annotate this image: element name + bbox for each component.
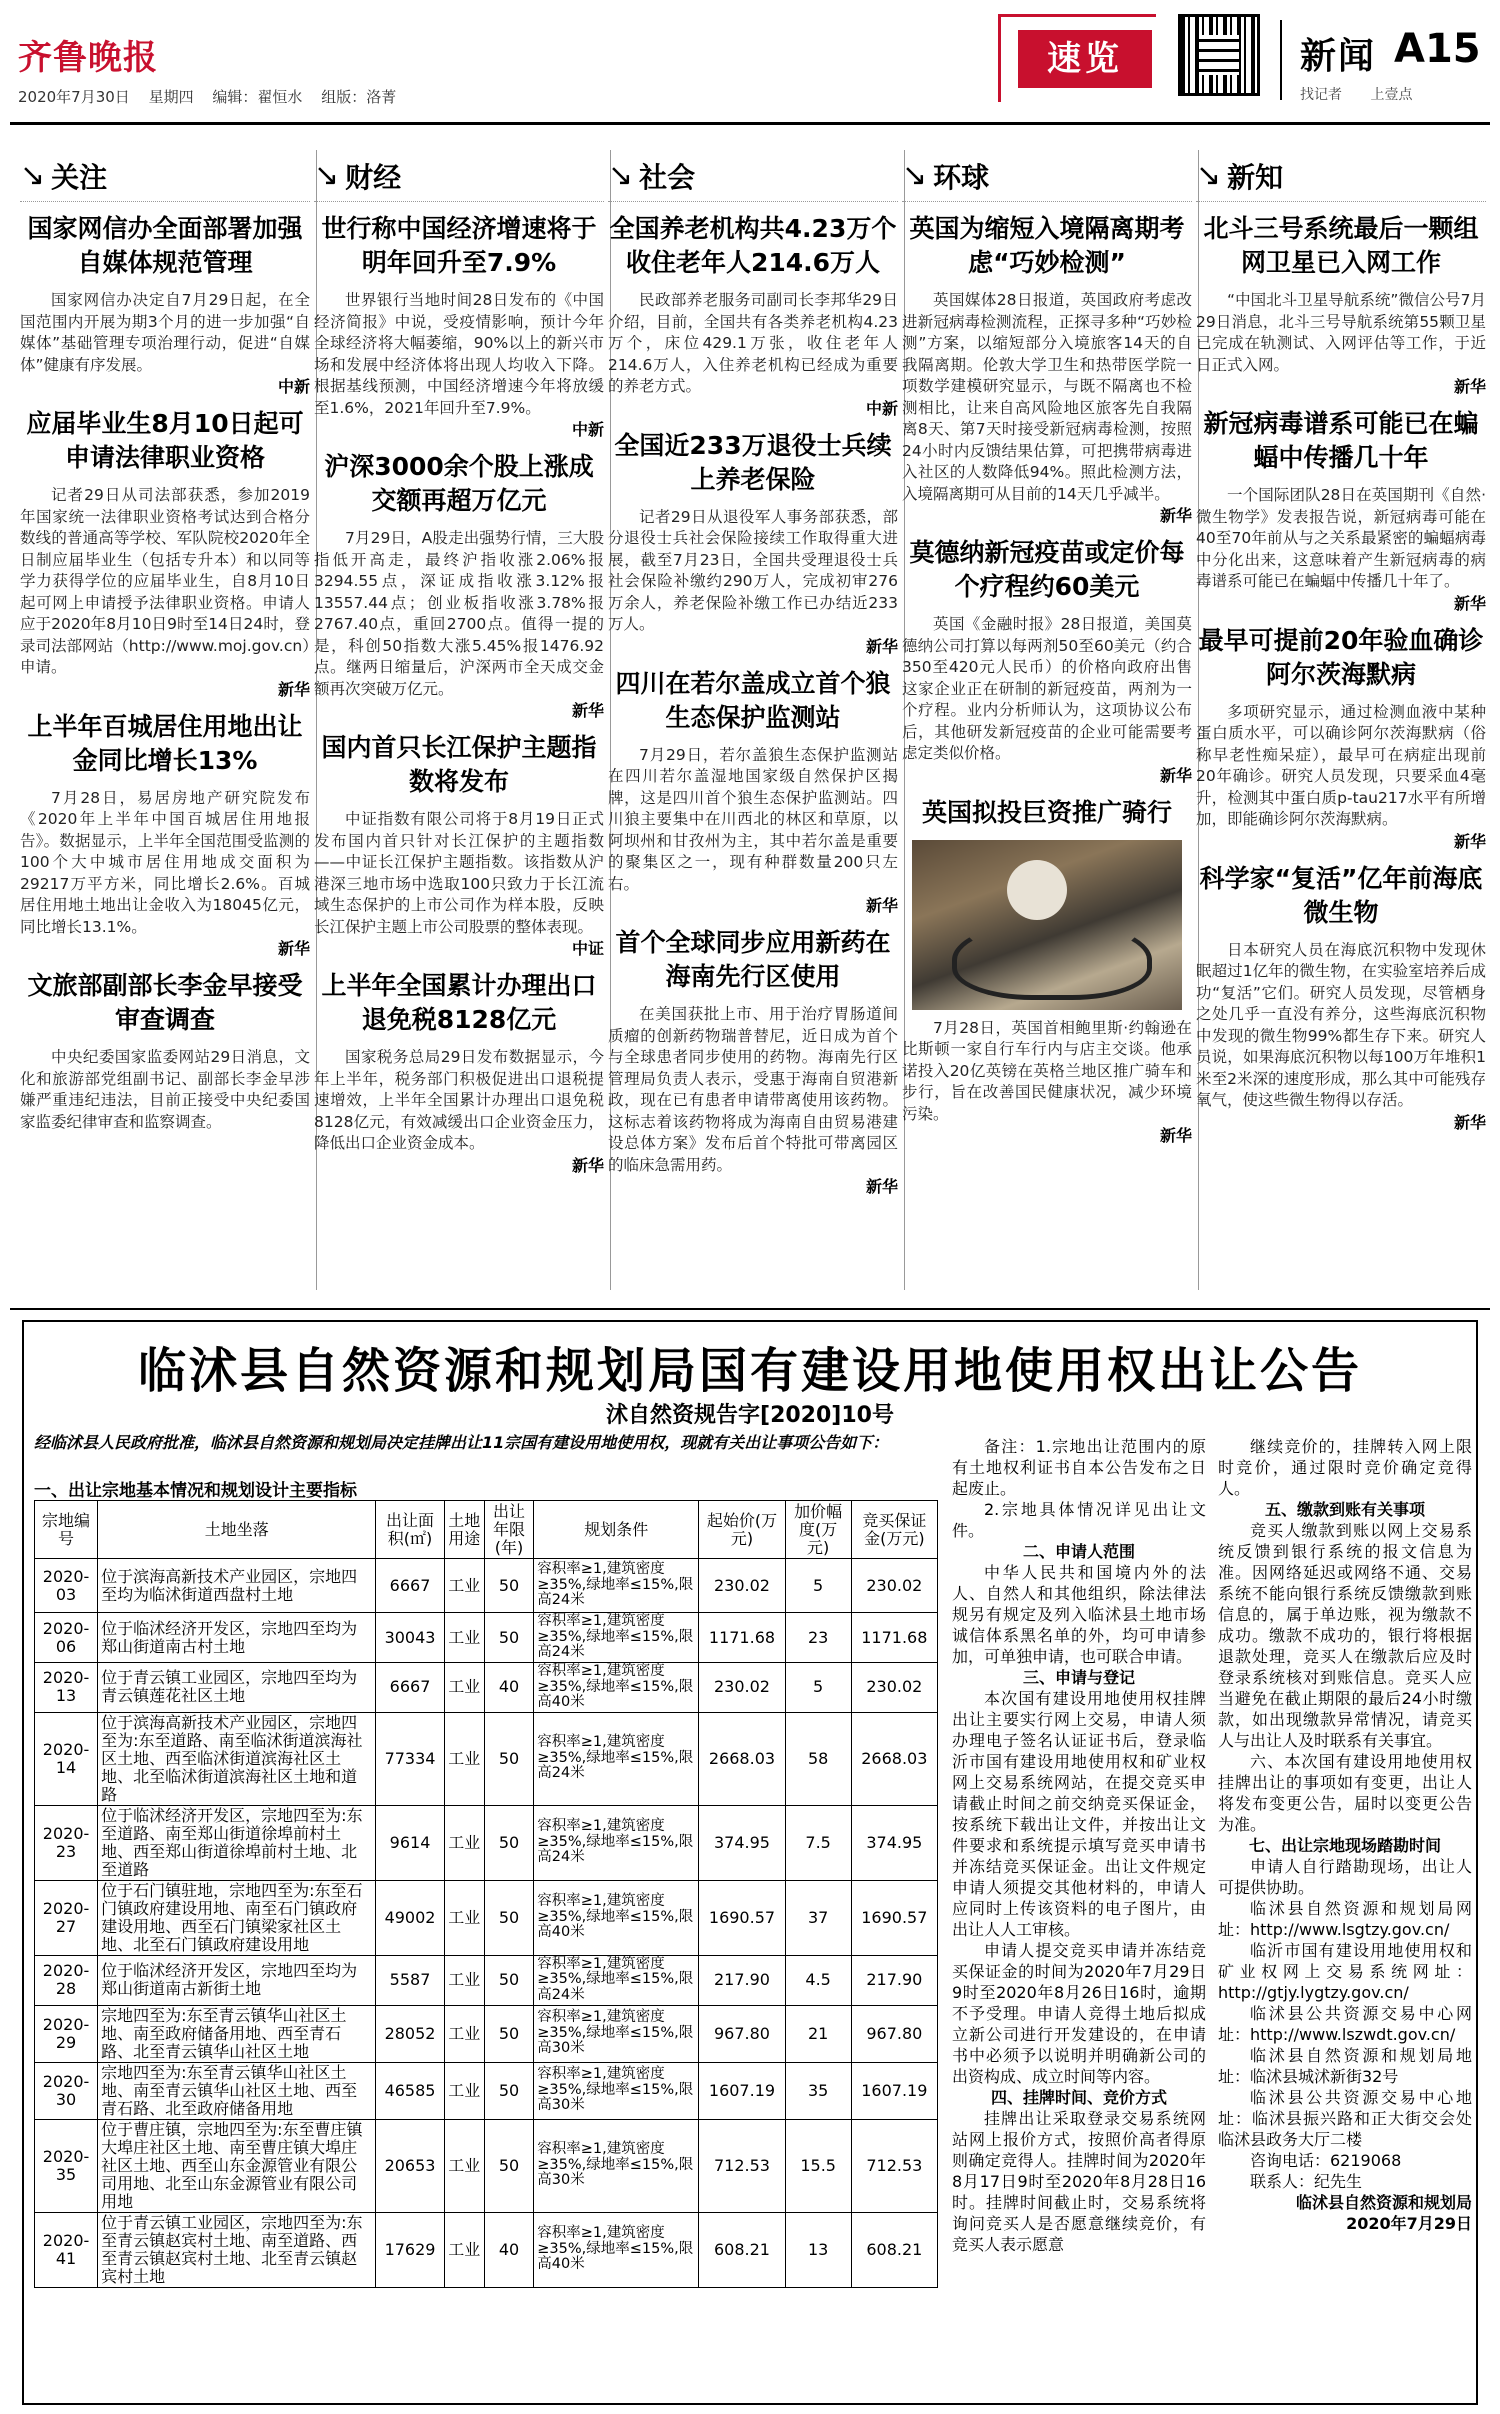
column-heading [314,150,604,202]
table-cell: 77334 [376,1712,444,1805]
table-cell: 230.02 [699,1559,785,1613]
table-header-cell: 起始价(万元) [699,1501,785,1559]
newspaper-logo: 齐鲁晚报 [18,38,158,78]
table-cell: 容积率≥1,建筑密度≥35%,绿地率≤15%,限高40米 [534,2212,699,2287]
table-header-row [35,1501,938,1559]
notice-intro: 经临沭县人民政府批准，临沭县自然资源和规划局决定挂牌出让11宗国有建设用地使用权，现就有关出让事项公告如下： [34,1433,889,1452]
table-cell: 容积率≥1,建筑密度≥35%,绿地率≤15%,限高30米 [534,2005,699,2062]
table-header-cell: 土地坐落 [98,1501,376,1559]
notice-title: 临沭县自然资源和规划局国有建设用地使用权出让公告 [137,1343,1362,1399]
column-title: 关注 [51,160,108,194]
section-credit [1300,84,1436,104]
table-cell: 58 [785,1712,851,1805]
table-cell: 5587 [376,1955,444,2005]
table-cell: 37 [785,1880,851,1955]
column-0 [20,150,310,1290]
table-cell: 2020-41 [35,2212,98,2287]
article-headline: 上半年全国累计办理出口退免税8128亿元 [321,971,597,1034]
table-cell: 位于青云镇工业园区，宗地四至为:东至青云镇赵宾村土地、南至道路、西至青云镇赵宾村土地、北至青云镇赵宾村土地 [98,2212,376,2287]
article-headline: 科学家“复活”亿年前海底微生物 [1199,863,1483,927]
table-cell: 容积率≥1,建筑密度≥35%,绿地率≤15%,限高40米 [534,1663,699,1713]
table-cell: 容积率≥1,建筑密度≥35%,绿地率≤15%,限高24米 [534,1712,699,1805]
table-cell: 9614 [376,1805,444,1880]
table-cell: 46585 [376,2062,444,2119]
table-cell: 宗地四至为:东至青云镇华山社区土地、南至青云镇华山社区土地、西至青石路、北至政府储备用地 [98,2062,376,2119]
table-cell: 50 [484,1880,534,1955]
column-heading [20,150,310,202]
article-headline: 全国养老机构共4.23万个收住老年人214.6万人 [609,214,897,277]
table-row [35,2005,938,2062]
table-cell: 50 [484,1712,534,1805]
arrow-icon: ↘ [608,158,634,193]
table-cell: 50 [484,1805,534,1880]
article-body: 中央纪委国家监委网站29日消息，文化和旅游部党组副书记、副部长李金早涉嫌严重违纪违法，目前正接受中央纪委国家监委纪律审查和监察调查。 [20,1048,310,1131]
table-cell: 28052 [376,2005,444,2062]
article-source: 新华 [1453,593,1486,613]
editor-credit: 编辑：翟恒水 [212,88,303,106]
article-source: 新华 [1159,506,1192,525]
article-headline: 莫德纳新冠疫苗或定价每个疗程约60美元 [909,538,1185,601]
table-cell: 2668.03 [851,1712,937,1805]
article-headline: 首个全球同步应用新药在海南先行区使用 [615,928,891,991]
app-label: 上壹点 [1370,87,1413,103]
article-source: 新华 [571,701,604,720]
column-4 [1196,150,1486,1290]
notice-signature: 2020年7月29日 [1346,2214,1472,2233]
table-cell: 2020-27 [35,1880,98,1955]
table-cell: 15.5 [785,2119,851,2212]
table-cell: 容积率≥1,建筑密度≥35%,绿地率≤15%,限高30米 [534,2062,699,2119]
middle-rule [10,1308,1490,1310]
table-cell: 50 [484,2005,534,2062]
table-cell: 23 [785,1613,851,1663]
masthead-info [18,86,410,107]
table-cell: 工业 [444,1712,484,1805]
table-cell: 1171.68 [699,1613,785,1663]
article-body: 国家网信办决定自7月29日起，在全国范围内开展为期3个月的进一步加强“自媒体”基础管理专项治理行动，促进“自媒体”健康有序发展。 [20,291,310,374]
article-headline: 最早可提前20年验血确诊阿尔茨海默病 [1198,625,1484,689]
table-cell: 位于滨海高新技术产业园区，宗地四至为:东至道路、南至临沭街道滨海社区土地、西至临沭街道滨海社区土地、北至临沭街道滨海社区土地和道路 [98,1712,376,1805]
issue-weekday: 星期四 [148,88,194,106]
column-1 [314,150,604,1290]
table-body [35,1559,938,2288]
notice-paragraph: 临沂市国有建设用地使用权和矿业权网上交易系统网址：http://gtjy.lygtzy.gov.cn/ [1218,1941,1472,2002]
table-row [35,1955,938,2005]
notice-paragraph: 继续竞价的，挂牌转入网上限时竞价，通过限时竞价确定竞得人。 [1218,1437,1472,1498]
table-cell: 374.95 [851,1805,937,1880]
column-title: 环球 [933,160,990,194]
table-cell: 工业 [444,1663,484,1713]
table-cell: 17629 [376,2212,444,2287]
notice-heading: 七、出让宗地现场踏勘时间 [1248,1836,1441,1855]
article-headline: 文旅部副部长李金早接受审查调查 [27,971,303,1034]
article-source: 新华 [277,939,310,958]
table-header-cell: 出让年限(年) [484,1501,534,1559]
column-heading [608,150,898,202]
article-source: 新华 [1159,1126,1192,1145]
table-cell: 容积率≥1,建筑密度≥35%,绿地率≤15%,限高40米 [534,1880,699,1955]
table-cell: 1690.57 [699,1880,785,1955]
table-cell: 6667 [376,1559,444,1613]
table-cell: 工业 [444,2062,484,2119]
news-photo [912,840,1182,1010]
notice-paragraph: 申请人自行踏勘现场，出让人可提供协助。 [1218,1857,1472,1897]
table-cell: 容积率≥1,建筑密度≥35%,绿地率≤15%,限高24米 [534,1613,699,1663]
notice-paragraph: 中华人民共和国境内外的法人、自然人和其他组织，除法律法规另有规定及列入临沭县土地市场诚信体系黑名单的外，均可申请参加，可单独申请，也可联合申请。 [952,1563,1206,1666]
table-cell: 35 [785,2062,851,2119]
table-cell: 20653 [376,2119,444,2212]
table-cell: 工业 [444,2119,484,2212]
notice-signature: 临沭县自然资源和规划局 [1295,2193,1472,2212]
column-3 [902,150,1192,1290]
notice-paragraph: 备注：1.宗地出让范围内的原有土地权利证书自本公告发布之日起废止。 [952,1437,1206,1498]
column-heading [902,150,1192,202]
table-header-cell: 加价幅度(万元) [785,1501,851,1559]
table-cell: 工业 [444,2005,484,2062]
table-cell: 宗地四至为:东至青云镇华山社区土地、南至政府储备用地、西至青石路、北至青云镇华山社区土地 [98,2005,376,2062]
article-source: 新华 [1159,765,1192,785]
table-cell: 容积率≥1,建筑密度≥35%,绿地率≤15%,限高24米 [534,1805,699,1880]
table-row [35,1805,938,1880]
table-row [35,1663,938,1713]
article-source: 新华 [865,1177,898,1196]
article-source: 新华 [865,896,898,915]
table-cell: 30043 [376,1613,444,1663]
table-cell: 5 [785,1663,851,1713]
table-cell: 2020-03 [35,1559,98,1613]
table-cell: 49002 [376,1880,444,1955]
table-cell: 工业 [444,1805,484,1880]
article-headline: 新冠病毒谱系可能已在蝙蝠中传播几十年 [1203,409,1479,472]
article-headline: 四川在若尔盖成立首个狼生态保护监测站 [615,668,891,732]
column-heading [1196,150,1486,202]
table-cell: 217.90 [851,1955,937,2005]
table-cell: 位于滨海高新技术产业园区，宗地四至均为临沭街道西盘村土地 [98,1559,376,1613]
article-headline: 上半年百城居住用地出让金同比增长13% [27,711,303,775]
arrow-icon: ↘ [314,158,340,193]
table-row [35,1880,938,1955]
article-body: 英国《金融时报》28日报道，美国莫德纳公司打算以每两剂50至60美元（约合350至420元人民币）的价格向政府出售这家企业正在研制的新冠疫苗，两剂为一个疗程。业内分析师认为，这项协议公布后，其他研发新冠疫苗的企业可能需要考虑定类似价格。 [902,615,1192,762]
article-source: 新华 [1453,831,1486,851]
table-cell: 位于石门镇驻地，宗地四至为:东至石门镇政府建设用地、南至石门镇政府建设用地、西至石门镇梁家社区土地、北至石门镇政府建设用地 [98,1880,376,1955]
table-cell: 50 [484,2119,534,2212]
article-headline: 国家网信办全面部署加强自媒体规范管理 [27,214,303,277]
article-body: 一个国际团队28日在英国期刊《自然·微生物学》发表报告说，新冠病毒可能在40至70年前从与之关系最紧密的蝙蝠病毒中分化出来，这意味着产生新冠病毒的病毒谱系可能已在蝙蝠中传播几十年了。 [1196,486,1486,590]
table-cell: 2020-28 [35,1955,98,2005]
article-source: 中证 [571,939,604,958]
notice-column-2 [952,1436,1206,2255]
article-source: 中新 [865,398,898,418]
table-cell: 2020-06 [35,1613,98,1663]
table-header-cell: 出让面积(㎡) [376,1501,444,1559]
table-cell: 2020-35 [35,2119,98,2212]
table-cell: 2020-23 [35,1805,98,1880]
table-cell: 6667 [376,1663,444,1713]
table-cell: 13 [785,2212,851,2287]
page-number: A15 [1394,26,1481,72]
table-cell: 712.53 [699,2119,785,2212]
article-body: 国家税务总局29日发布数据显示，今年上半年，税务部门积极促进出口退税提速增效，上半年全国累计办理出口退免税8128亿元，有效减缓出口企业资金压力，降低出口企业资金成本。 [314,1048,604,1152]
arrow-icon: ↘ [1196,158,1222,193]
table-cell: 712.53 [851,2119,937,2212]
table-cell: 50 [484,2062,534,2119]
article-source: 中新 [571,420,604,439]
article-source: 新华 [1453,377,1486,396]
notice-paragraph: 六、本次国有建设用地使用权挂牌出让的事项如有变更，出让人将发布变更公告，届时以变更公告为准。 [1218,1752,1472,1834]
notice-heading: 五、缴款到账有关事项 [1264,1500,1425,1519]
table-cell: 2020-13 [35,1663,98,1713]
table-row [35,1559,938,1613]
table-cell: 位于临沭经济开发区，宗地四至均为郑山街道南古村土地 [98,1613,376,1663]
table-row [35,2062,938,2119]
table-cell: 容积率≥1,建筑密度≥35%,绿地率≤15%,限高24米 [534,1955,699,2005]
table-cell: 967.80 [699,2005,785,2062]
land-parcel-table [34,1500,938,2288]
article-headline: 世行称中国经济增速将于明年回升至7.9% [321,214,597,277]
table-cell: 374.95 [699,1805,785,1880]
table-header-cell: 规划条件 [534,1501,699,1559]
table-cell: 容积率≥1,建筑密度≥35%,绿地率≤15%,限高24米 [534,1559,699,1613]
notice-heading: 二、申请人范围 [1022,1542,1135,1561]
notice-paragraph: 申请人提交竞买申请并冻结竞买保证金的时间为2020年7月29日9时至2020年8月26日16时，逾期不予受理。申请人竞得土地后拟成立新公司进行开发建设的，在申请书中必须予以说明并明确新公司的出资构成、成立时间等内容。 [952,1941,1206,2086]
notice-paragraph: 竞买人缴款到账以网上交易系统反馈到银行系统的报文信息为准。因网络延迟或网络不通、交易系统不能向银行系统反馈缴款到账信息的，属于单边账，视为缴款不成功。缴款不成功的，银行将根据退款处理，竞买人在缴款后应及时登录系统核对到账信息。竞买人应当避免在截止期限的最后24小时缴款，如出现缴款异常情况，请竞买人与出让人及时联系有关事宜。 [1218,1521,1472,1750]
table-cell: 位于临沭经济开发区，宗地四至均为郑山街道南古新街土地 [98,1955,376,2005]
table-header-cell: 竞买保证金(万元) [851,1501,937,1559]
article-headline: 全国近233万退役士兵续上养老保险 [614,430,892,494]
article-body: 记者29日从司法部获悉，参加2019年国家统一法律职业资格考试达到合格分数线的普通高等学校、军队院校2020年全日制应届毕业生（包括专升本）和以同等学力获得学位的应届毕业生，自8月10日起可网上申请授予法律职业资格。申请人应于2020年8月10日9时至14日24时，登录司法部网站（http://www.moj.gov.cn）申请。 [20,486,310,676]
article-body: 7月29日，A股走出强势行情，三大股指低开高走，最终沪指收涨2.06%报3294.55点，深证成指收涨3.12%报13557.44点；创业板指收涨3.78%报2767.40点，重回2700点。值得一提的是，科创50指数大涨5.45%报1476.92点。继两日缩量后，沪深两市全天成交金额再次突破万亿元。 [314,529,604,698]
table-cell: 容积率≥1,建筑密度≥35%,绿地率≤15%,限高30米 [534,2119,699,2212]
arrow-icon: ↘ [20,158,46,193]
table-cell: 4.5 [785,1955,851,2005]
notice-paragraph: 挂牌出让采取登录交易系统网站网上报价方式，按照价高者得原则确定竞得人。挂牌时间为2020年8月17日9时至2020年8月28日16时。挂牌时间截止时，交易系统将询问竞买人是否愿意继续竞价，有竞买人表示愿意 [952,2109,1206,2254]
article-body: 日本研究人员在海底沉积物中发现休眠超过1亿年的微生物，在实验室培养后成功“复活”它们。研究人员发现，尽管栖身之处几乎一直没有养分，这些海底沉积物中发现的微生物99%都生存下来。研究人员说，如果海底沉积物以每100万年堆积1米至2米深的速度形成，那么其中可能残存氧气，使这些微生物得以存活。 [1196,940,1486,1109]
article-headline: 国内首只长江保护主题指数将发布 [321,733,597,796]
table-cell: 40 [484,2212,534,2287]
article-body: 民政部养老服务司副司长李邦华29日介绍，目前，全国共有各类养老机构4.23万个，床位429.1万张，收住老年人214.6万人，入住养老机构已经成为重要的养老方式。 [608,291,898,395]
notice-column-3 [1218,1436,1472,2234]
article-body: 7月28日，英国首相鲍里斯·约翰逊在比斯顿一家自行车行内与店主交谈。他承诺投入20亿英镑在英格兰地区推广骑车和步行，旨在改善国民健康状况，减少环境污染。 [902,1018,1192,1123]
table-header-cell: 宗地编号 [35,1501,98,1559]
reporter-label: 找记者 [1300,87,1342,103]
notice-paragraph: 2.宗地具体情况详见出让文件。 [952,1500,1206,1540]
notice-paragraph: 临沭县公共资源交易中心地址：临沭县振兴路和正大街交会处临沭县政务大厅二楼 [1218,2088,1472,2149]
table-cell: 1607.19 [851,2062,937,2119]
table-cell: 608.21 [699,2212,785,2287]
notice-paragraph: 临沭县公共资源交易中心网址：http://www.lszwdt.gov.cn/ [1218,2004,1472,2044]
table-cell: 5 [785,1559,851,1613]
section-badge: 速览 [1018,30,1152,88]
article-source: 中新 [277,377,310,396]
article-body: 7月29日，若尔盖狼生态保护监测站在四川若尔盖湿地国家级自然保护区揭牌，这是四川首个狼生态保护监测站。四川狼主要集中在川西北的林区和草原，以阿坝州和甘孜州为主，其中若尔盖是重要的聚集区之一，现有种群数量200只左右。 [608,745,898,893]
article-source: 新华 [277,679,310,699]
table-cell: 1171.68 [851,1613,937,1663]
notice-heading: 四、挂牌时间、竞价方式 [990,2088,1167,2107]
table-cell: 2668.03 [699,1712,785,1805]
article-body: 记者29日从退役军人事务部获悉，部分退役士兵社会保险接续工作取得重大进展，截至7月23日，全国共受理退役士兵社会保险补缴约290万人，完成初审276万余人，养老保险补缴工作已办结近233万人。 [608,507,898,633]
article-body: 世界银行当地时间28日发布的《中国经济简报》中说，受疫情影响，预计今年全球经济将大幅萎缩，90%以上的新兴市场和发展中经济体将出现人均收入下降。根据基线预测，中国经济增速今年将放缓至1.6%，2021年回升至7.9%。 [314,291,604,417]
article-headline: 应届毕业生8月10日起可申请法律职业资格 [26,409,304,472]
table-header-cell: 土地用途 [444,1501,484,1559]
column-title: 财经 [345,160,402,194]
section-name: 新闻 [1300,36,1377,77]
table-cell: 工业 [444,1613,484,1663]
table-cell: 位于曹庄镇，宗地四至为:东至曹庄镇大埠庄社区土地、南至曹庄镇大埠庄社区土地、西至山东金源管业有限公司用地、北至山东金源管业有限公司用地 [98,2119,376,2212]
article-body: 中证指数有限公司将于8月19日正式发布国内首只针对长江保护的主题指数——中证长江保护主题指数。该指数从沪港深三地市场中选取100只致力于长江流域生态保护的上市公司作为样本股，反映长江保护主题上市公司股票的整体表现。 [314,810,604,936]
article-headline: 英国拟投巨资推广骑行 [921,797,1172,827]
table-cell: 50 [484,1955,534,2005]
article-body: 英国媒体28日报道，英国政府考虑改进新冠病毒检测流程，正探寻多种“巧妙检测”方案，以缩短部分入境旅客14天的自我隔离期。伦敦大学卫生和热带医学院一项数学建模研究显示，与既不隔离也不检测相比，让来自高风险地区旅客先自我隔离8天、第7天时接受新冠病毒检测，按照24小时内反馈结果估算，可把携带病毒进入社区的人数降低94%。照此检测方法，入境隔离期可从目前的14天几乎减半。 [902,291,1192,503]
article-headline: 北斗三号系统最后一颗组网卫星已入网工作 [1203,214,1479,277]
table-cell: 1607.19 [699,2062,785,2119]
column-title: 新知 [1227,160,1284,194]
article-body: “中国北斗卫星导航系统”微信公号7月29日消息，北斗三号导航系统第55颗卫星已完成在轨测试、入网评估等工作，于近日正式入网。 [1196,291,1486,374]
article-body: 多项研究显示，通过检测血液中某种蛋白质水平，可以确诊阿尔茨海默病（俗称早老性痴呆症），最早可在病症出现前20年确诊。研究人员发现，只要采血4毫升，检测其中蛋白质p-tau217水平有所增加，即能确诊阿尔茨海默病。 [1196,702,1486,828]
article-body: 7月28日，易居房地产研究院发布《2020年上半年中国百城居住用地报告》。数据显示，上半年全国范围受监测的100个大中城市居住用地成交面积为29217万平方米，同比增长2.6%。百城居住用地土地出让金收入为18045亿元，同比增长13.1%。 [20,788,310,936]
article-source: 新华 [571,1155,604,1175]
notice-paragraph: 联系人：纪先生 [1250,2172,1363,2191]
table-cell: 工业 [444,1955,484,2005]
table-cell: 1690.57 [851,1880,937,1955]
table-cell: 967.80 [851,2005,937,2062]
table-cell: 位于青云镇工业园区，宗地四至均为青云镇莲花社区土地 [98,1663,376,1713]
design-credit: 组版：洛菁 [321,88,397,106]
table-cell: 7.5 [785,1805,851,1880]
table-cell: 40 [484,1663,534,1713]
table-cell: 230.02 [851,1559,937,1613]
table-row [35,1613,938,1663]
article-source: 新华 [1453,1112,1486,1132]
arrow-icon: ↘ [902,158,928,193]
notice-heading: 三、申请与登记 [1022,1668,1135,1687]
table-cell: 230.02 [699,1663,785,1713]
table-row [35,2119,938,2212]
article-headline: 英国为缩短入境隔离期考虑“巧妙检测” [909,214,1185,277]
top-rule [10,122,1490,125]
article-body: 在美国获批上市、用于治疗胃肠道间质瘤的创新药物瑞普替尼，近日成为首个与全球患者同步使用的药物。海南先行区管理局负责人表示，受惠于海南自贸港新政，现在已有患者申请带离使用该药物。这标志着该药物将成为海南自由贸易港建设总体方案》发布后首个特批可带离园区的临床急需用药。 [608,1005,898,1174]
table-cell: 位于临沭经济开发区，宗地四至为:东至道路、南至郑山街道徐埠前村土地、西至郑山街道徐埠前村土地、北至道路 [98,1805,376,1880]
table-cell: 608.21 [851,2212,937,2287]
article-headline: 沪深3000余个股上涨成交额再超万亿元 [324,452,594,515]
divider [1280,20,1282,100]
article-source: 新华 [865,636,898,656]
notice-paragraph: 临沭县自然资源和规划局地址：临沭县城沭新街32号 [1218,2046,1472,2086]
table-cell: 21 [785,2005,851,2062]
table-row [35,2212,938,2287]
table-cell: 50 [484,1613,534,1663]
table-cell: 217.90 [699,1955,785,2005]
table-cell: 工业 [444,1559,484,1613]
table-cell: 工业 [444,2212,484,2287]
table-row [35,1712,938,1805]
column-2 [608,150,898,1290]
notice-section-heading: 一、出让宗地基本情况和规划设计主要指标 [34,1481,357,1501]
notice-paragraph: 临沭县自然资源和规划局网址：http://www.lsgtzy.gov.cn/ [1218,1899,1472,1939]
table-cell: 50 [484,1559,534,1613]
table-cell: 2020-29 [35,2005,98,2062]
table-cell: 2020-30 [35,2062,98,2119]
notice-paragraph: 本次国有建设用地使用权挂牌出让主要实行网上交易，申请人须办理电子签名认证证书后，登录临沂市国有建设用地使用权和矿业权网上交易系统网站，在提交竞买申请截止时间之前交纳竞买保证金，按系统下载出让文件，并按出让文件要求和系统提示填写竞买申请书并冻结竞买保证金。出让文件规定申请人须提交其他材料的，申请人应同时上传该资料的电子图片，由出让人人工审核。 [952,1689,1206,1939]
qr-code-icon [1178,14,1260,96]
notice-doc-number: 沭自然资规告字[2020]10号 [606,1403,894,1428]
table-cell: 工业 [444,1880,484,1955]
column-title: 社会 [639,160,696,194]
table-cell: 2020-14 [35,1712,98,1805]
notice-paragraph: 咨询电话：6219068 [1250,2151,1402,2170]
table-cell: 230.02 [851,1663,937,1713]
issue-date: 2020年7月30日 [18,88,130,106]
